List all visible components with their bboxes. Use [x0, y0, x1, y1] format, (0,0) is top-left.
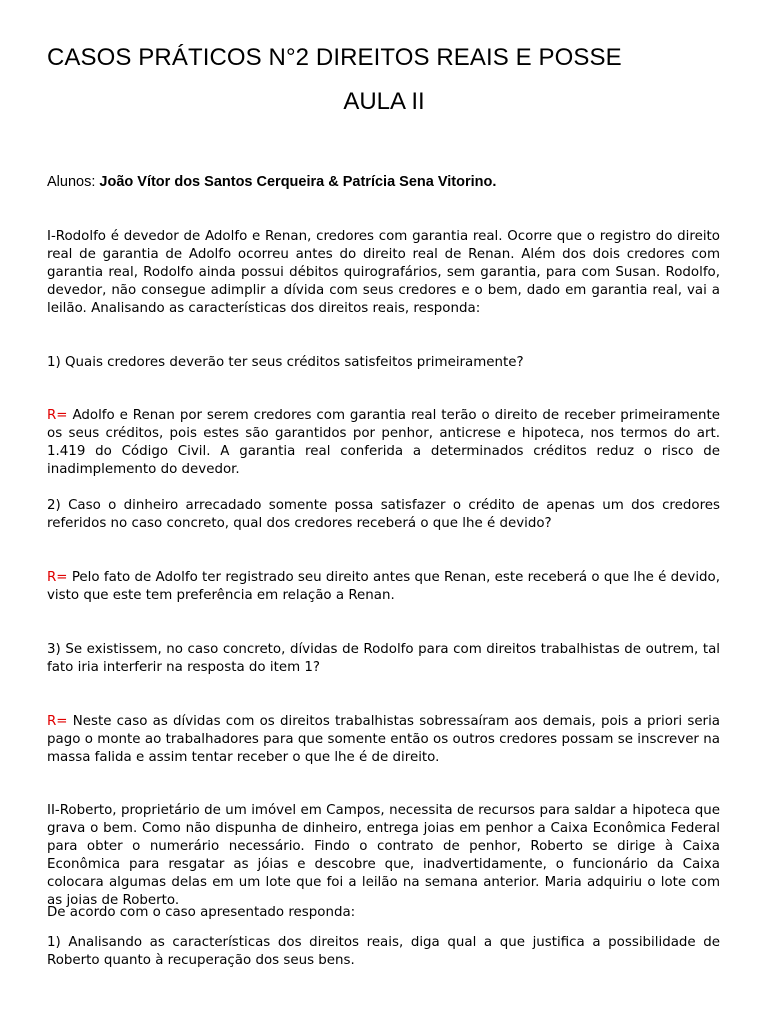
answer-text: Adolfo e Renan por serem credores com garantia real terão o direito de receber primeiramente os seus créditos, pois estes são garantidos por penhor, anticrese e hipoteca, nos termos do art. 1.419 do Código Civil. A garantia real conferida a determinados créditos reduz o risco de inadimplemento do devedor. — [47, 408, 720, 477]
document-title: CASOS PRÁTICOS N°2 DIREITOS REAIS E POSSE — [47, 44, 622, 71]
case1-intro: I-Rodolfo é devedor de Adolfo e Renan, credores com garantia real. Ocorre que o registro do direito real de garantia de Adolfo ocorreu antes do direito real de Renan. Além dos dois credores com garantia real, Rodolfo ainda possui débitos quirografários, sem garantia, para com Susan. Rodolfo, devedor, não consegue adimplir a dívida com seus credores e o bem, dado em garantia real, vai a leilão. Analisando as características dos direitos reais, responda: — [47, 229, 720, 316]
answer-marker: R= — [47, 714, 68, 729]
case2-instruction: De acordo com o caso apresentado responda: — [47, 905, 356, 920]
case1-answer-1 — [47, 407, 720, 479]
document-subtitle: AULA II — [343, 88, 425, 115]
case1-question-2: 2) Caso o dinheiro arrecadado somente possa satisfazer o crédito de apenas um dos credores referidos no caso concreto, qual dos credores receberá o que lhe é devido? — [47, 498, 720, 531]
case2-intro: II-Roberto, proprietário de um imóvel em Campos, necessita de recursos para saldar a hipoteca que grava o bem. Como não dispunha de dinheiro, entrega joias em penhor a Caixa Econômica Federal para obter o numerário necessário. Findo o contrato de penhor, Roberto se dirige à Caixa Econômica para resgatar as jóias e descobre que, inadvertidamente, o funcionário da Caixa colocara algumas delas em um lote que foi a leilão na semana anterior. Maria adquiriu o lote com as joias de Roberto. — [47, 803, 720, 908]
answer-marker: R= — [47, 570, 68, 585]
case1-question-3: 3) Se existissem, no caso concreto, dívidas de Rodolfo para com direitos trabalhistas de outrem, tal fato iria interferir na resposta do item 1? — [47, 642, 720, 675]
students-end: . — [492, 174, 497, 190]
case1-answer-2 — [47, 569, 720, 605]
students-names: João Vítor dos Santos Cerqueira & Patrícia Sena Vitorino — [99, 174, 493, 190]
case1-question-1: 1) Quais credores deverão ter seus créditos satisfeitos primeiramente? — [47, 355, 524, 370]
case2-question-1: 1) Analisando as características dos direitos reais, diga qual a que justifica a possibilidade de Roberto quanto à recuperação dos seus bens. — [47, 935, 720, 968]
case1-answer-3 — [47, 713, 720, 767]
answer-text: Pelo fato de Adolfo ter registrado seu direito antes que Renan, este receberá o que lhe é devido, visto que este tem preferência em relação a Renan. — [47, 570, 720, 603]
students-label: Alunos: — [47, 174, 96, 190]
students-line — [47, 174, 496, 190]
answer-marker: R= — [47, 408, 68, 423]
answer-text: Neste caso as dívidas com os direitos trabalhistas sobressaíram aos demais, pois a priori seria pago o monte ao trabalhadores para que somente então os outros credores possam se inscrever na massa falida e assim tentar receber o que lhe é de direito. — [47, 714, 720, 765]
